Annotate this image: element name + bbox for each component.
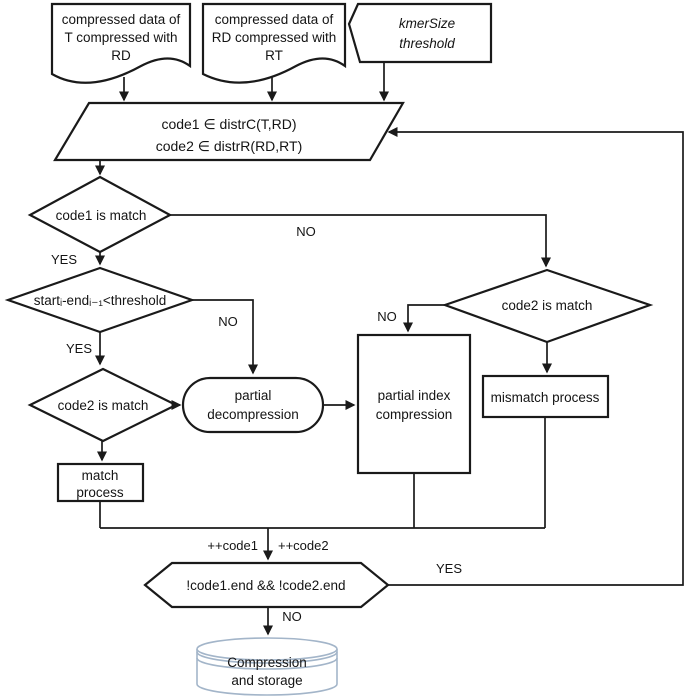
input-rd-label: RT: [265, 48, 283, 63]
edge-label-no-code1: NO: [296, 224, 316, 239]
partial-index-label: partial index: [377, 388, 451, 403]
edge-label-yes-loop: YES: [435, 561, 463, 576]
assign-label: code1 ∈ distrC(T,RD): [161, 116, 297, 132]
edge-threshold-no-to-decompression: [192, 300, 253, 373]
edge-code2-right-no-to-index: [408, 305, 445, 331]
input-t-label: T compressed with: [64, 30, 178, 45]
input-t-label: compressed data of: [61, 12, 181, 27]
kmersize-label: kmerSize: [398, 16, 456, 31]
edge-label-no-threshold: NO: [218, 314, 238, 329]
input-t-label: RD: [111, 48, 131, 63]
edge-label-inc-code2: ++code2: [278, 538, 329, 553]
partial-decompression-label: decompression: [207, 407, 299, 422]
partial-index-compression-node: [358, 335, 470, 473]
mismatch-label: mismatch process: [490, 390, 600, 405]
assign-label: code2 ∈ distrR(RD,RT): [155, 138, 303, 154]
edge-label-no-loop: NO: [282, 609, 302, 624]
input-rd-label: compressed data of: [214, 12, 334, 27]
edge-label-yes-threshold: YES: [65, 341, 93, 356]
code2-match-left-label: code2 is match: [57, 398, 149, 413]
kmersize-label: threshold: [399, 36, 455, 51]
stadium-shape-icon: [183, 378, 323, 432]
match-label: process: [76, 485, 124, 500]
process-rect-icon: [358, 335, 470, 473]
storage-label: Compression: [227, 655, 307, 670]
input-rd-label: RD compressed with: [211, 30, 337, 45]
threshold-label: startᵢ-endᵢ₋₁<threshold: [33, 293, 167, 308]
partial-decompression-label: partial: [234, 388, 272, 403]
storage-label: and storage: [231, 673, 303, 688]
edge-label-inc-code1: ++code1: [207, 538, 258, 553]
kmersize-node: [349, 4, 491, 62]
partial-index-label: compression: [375, 407, 453, 422]
code2-match-right-label: code2 is match: [501, 298, 593, 313]
loop-condition-label: !code1.end && !code2.end: [186, 578, 346, 593]
card-shape-icon: [349, 4, 491, 62]
code1-match-label: code1 is match: [55, 208, 147, 223]
edge-label-yes-code1: YES: [50, 252, 78, 267]
match-label: match: [81, 468, 119, 483]
edge-code1-no-to-code2-right: [170, 215, 546, 266]
partial-decompression-node: [183, 378, 323, 432]
edge-label-no-code2-right: NO: [377, 309, 397, 324]
